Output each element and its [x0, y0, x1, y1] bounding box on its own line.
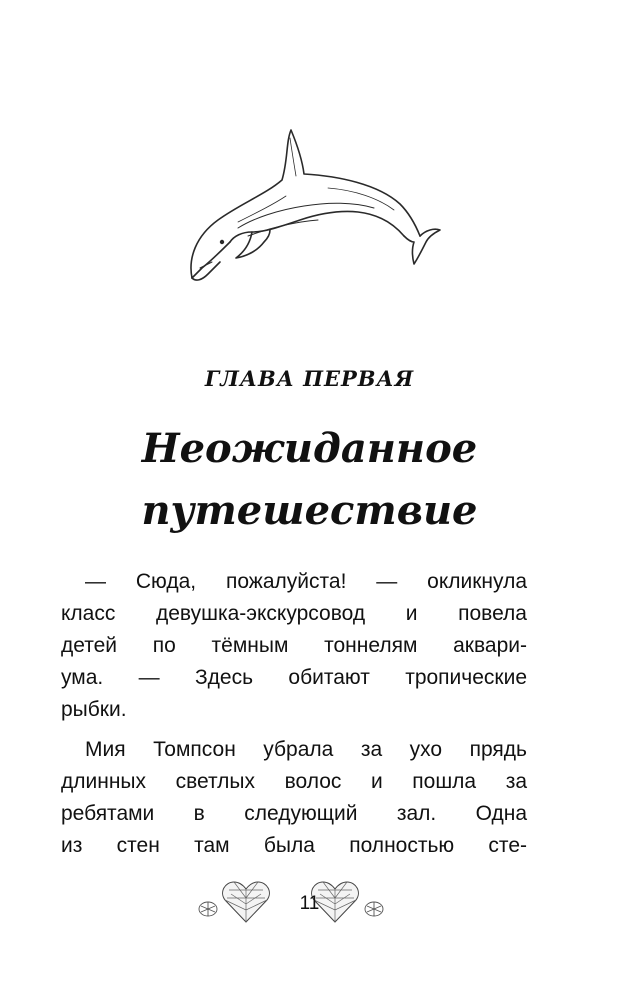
page-number: 11: [299, 893, 320, 914]
chapter-label: ГЛАВА ПЕРВАЯ: [204, 366, 415, 391]
body-text: [61, 566, 527, 862]
text-line: — Сюда, пожалуйста! — окликнула: [85, 570, 527, 593]
text-line: рыбки.: [61, 698, 127, 721]
dolphin-icon: [178, 118, 443, 298]
chapter-title-line: путешествие: [141, 487, 478, 534]
text-line: из стен там была полностью сте-: [61, 834, 527, 857]
text-line: ума. — Здесь обитают тропические: [61, 666, 527, 689]
text-line: ребятами в следующий зал. Одна: [61, 802, 527, 825]
chapter-title-line: Неожиданное: [141, 425, 478, 472]
paragraph: [61, 734, 527, 862]
text-line: класс девушка-экскурсовод и повела: [61, 602, 527, 625]
text-line: Мия Томпсон убрала за ухо прядь: [85, 738, 527, 761]
chapter-title: [0, 418, 619, 542]
text-line: длинных светлых волос и пошла за: [61, 770, 527, 793]
text-line: детей по тёмным тоннелям аквари-: [61, 634, 527, 657]
paragraph: [61, 566, 527, 726]
